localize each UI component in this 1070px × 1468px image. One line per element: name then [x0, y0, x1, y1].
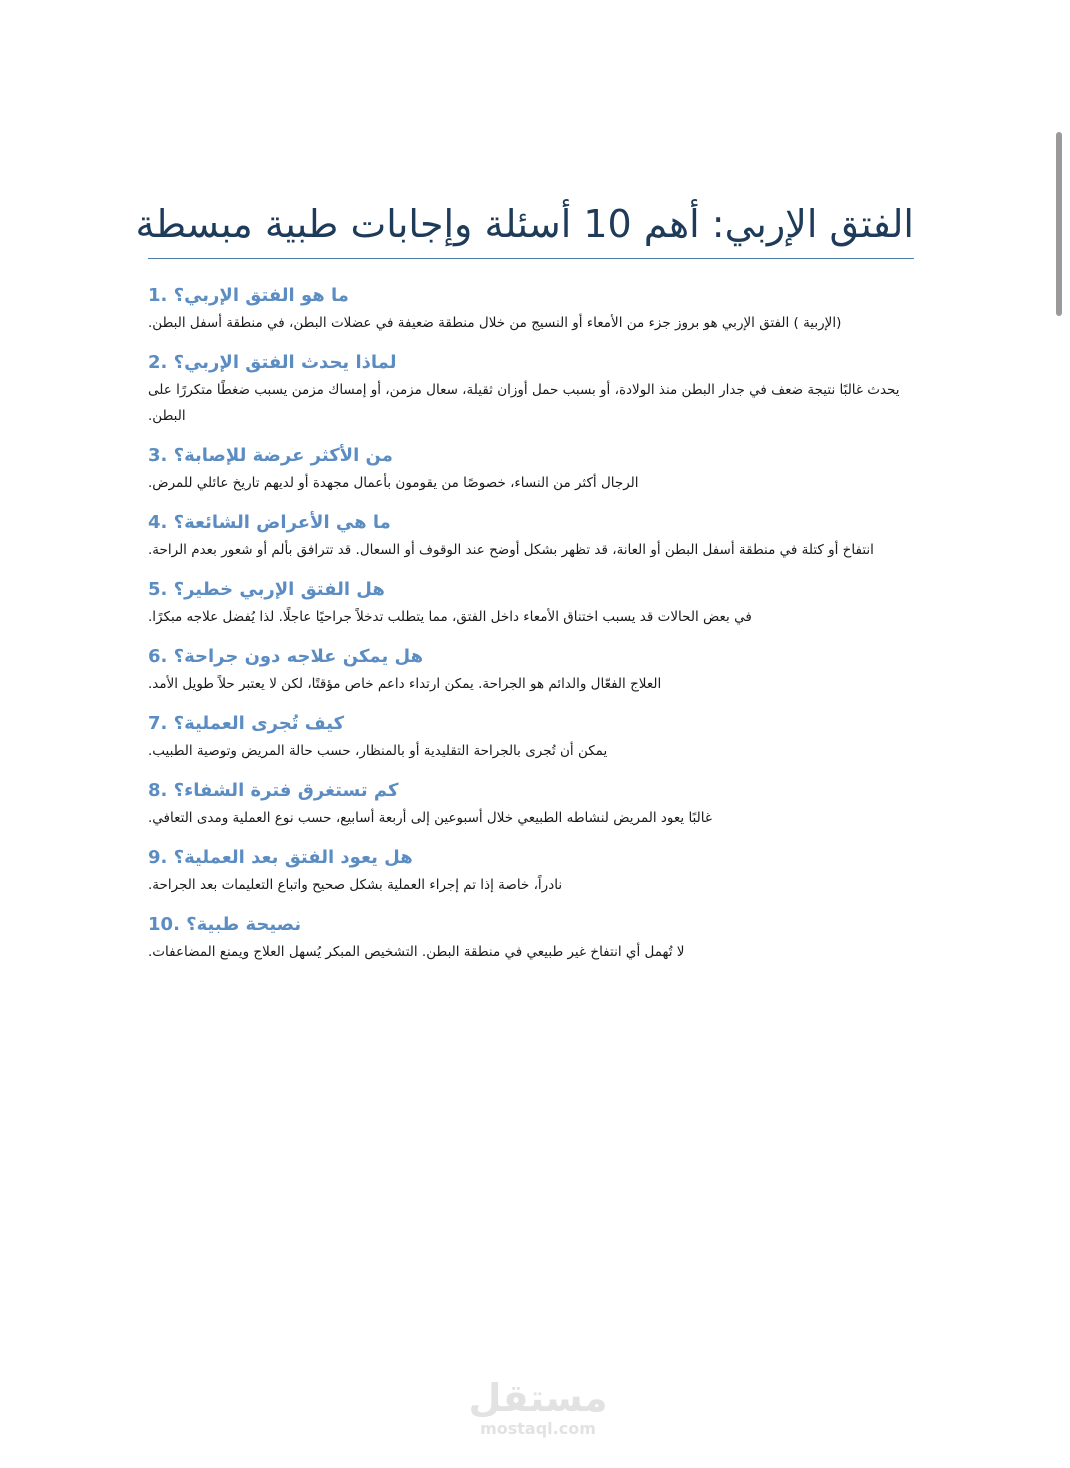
answer-text: يحدث غالبًا نتيجة ضعف في جدار البطن منذ الولادة، أو بسبب حمل أوزان ثقيلة، سعال مزمن، أو إمساك مزمن يسبب ضغطًا متكررًا على البطن.	[148, 382, 900, 424]
title-underline	[148, 258, 914, 259]
qa-item	[148, 577, 914, 630]
qa-item	[148, 644, 914, 697]
question-heading: ما هي الأعراض الشائعة؟ .4	[148, 512, 391, 533]
vertical-scrollbar[interactable]	[1048, 120, 1070, 330]
question-heading: كم تستغرق فترة الشفاء؟ .8	[148, 780, 399, 801]
question-heading: هل يمكن علاجه دون جراحة؟ .6	[148, 646, 424, 667]
question-heading: كيف تُجرى العملية؟ .7	[148, 713, 345, 734]
answer-text: نادراً، خاصة إذا تم إجراء العملية بشكل صحيح واتباع التعليمات بعد الجراحة.	[148, 877, 563, 893]
qa-item	[148, 912, 914, 965]
qa-item	[148, 283, 914, 336]
watermark-url: mostaql.com	[480, 1419, 596, 1438]
answer-text: غالبًا يعود المريض لنشاطه الطبيعي خلال أسبوعين إلى أربعة أسابيع، حسب نوع العملية ومدى التعافي.	[148, 810, 712, 826]
qa-item	[148, 443, 914, 496]
qa-item	[148, 350, 914, 429]
answer-text: يمكن أن تُجرى بالجراحة التقليدية أو بالمنظار، حسب حالة المريض وتوصية الطبيب.	[148, 743, 608, 759]
question-heading: من الأكثر عرضة للإصابة؟ .3	[148, 445, 393, 466]
qa-item	[148, 711, 914, 764]
answer-text: في بعض الحالات قد يسبب اختناق الأمعاء داخل الفتق، مما يتطلب تدخلاً جراحيًا عاجلًا. لذا يُفضل علاجه مبكرًا.	[148, 609, 752, 625]
answer-text: (الإربية ) الفتق الإربي هو بروز جزء من الأمعاء أو النسيج من خلال منطقة ضعيفة في عضلات البطن، في منطقة أسفل البطن.	[148, 315, 842, 331]
answer-text: العلاج الفعّال والدائم هو الجراحة. يمكن ارتداء داعم خاص مؤقتًا، لكن لا يعتبر حلاً طويل الأمد.	[148, 676, 662, 692]
qa-item	[148, 510, 914, 563]
qa-item	[148, 778, 914, 831]
question-heading: لماذا يحدث الفتق الإربي؟ .2	[148, 352, 397, 373]
mostaql-watermark-logo	[468, 1376, 608, 1446]
answer-text: الرجال أكثر من النساء، خصوصًا من يقومون بأعمال مجهدة أو لديهم تاريخ عائلي للمرض.	[148, 475, 639, 491]
watermark-logo-text: مستقل	[468, 1376, 608, 1420]
document-title: الفتق الإربي: أهم 10 أسئلة وإجابات طبية مبسطة	[135, 202, 914, 246]
question-heading: نصيحة طبية؟ .10	[148, 914, 302, 935]
scrollbar-thumb[interactable]	[1056, 132, 1062, 316]
question-heading: ما هو الفتق الإربي؟ .1	[148, 285, 349, 306]
question-heading: هل يعود الفتق بعد العملية؟ .9	[148, 847, 413, 868]
document-content	[135, 196, 914, 979]
answer-text: انتفاخ أو كتلة في منطقة أسفل البطن أو العانة، قد تظهر بشكل أوضح عند الوقوف أو السعال. قد تترافق بألم أو شعور بعدم الراحة.	[148, 542, 874, 558]
answer-text: لا تُهمل أي انتفاخ غير طبيعي في منطقة البطن. التشخيص المبكر يُسهل العلاج ويمنع المضاعفات.	[148, 944, 685, 960]
question-heading: هل الفتق الإربي خطير؟ .5	[148, 579, 385, 600]
qa-item	[148, 845, 914, 898]
